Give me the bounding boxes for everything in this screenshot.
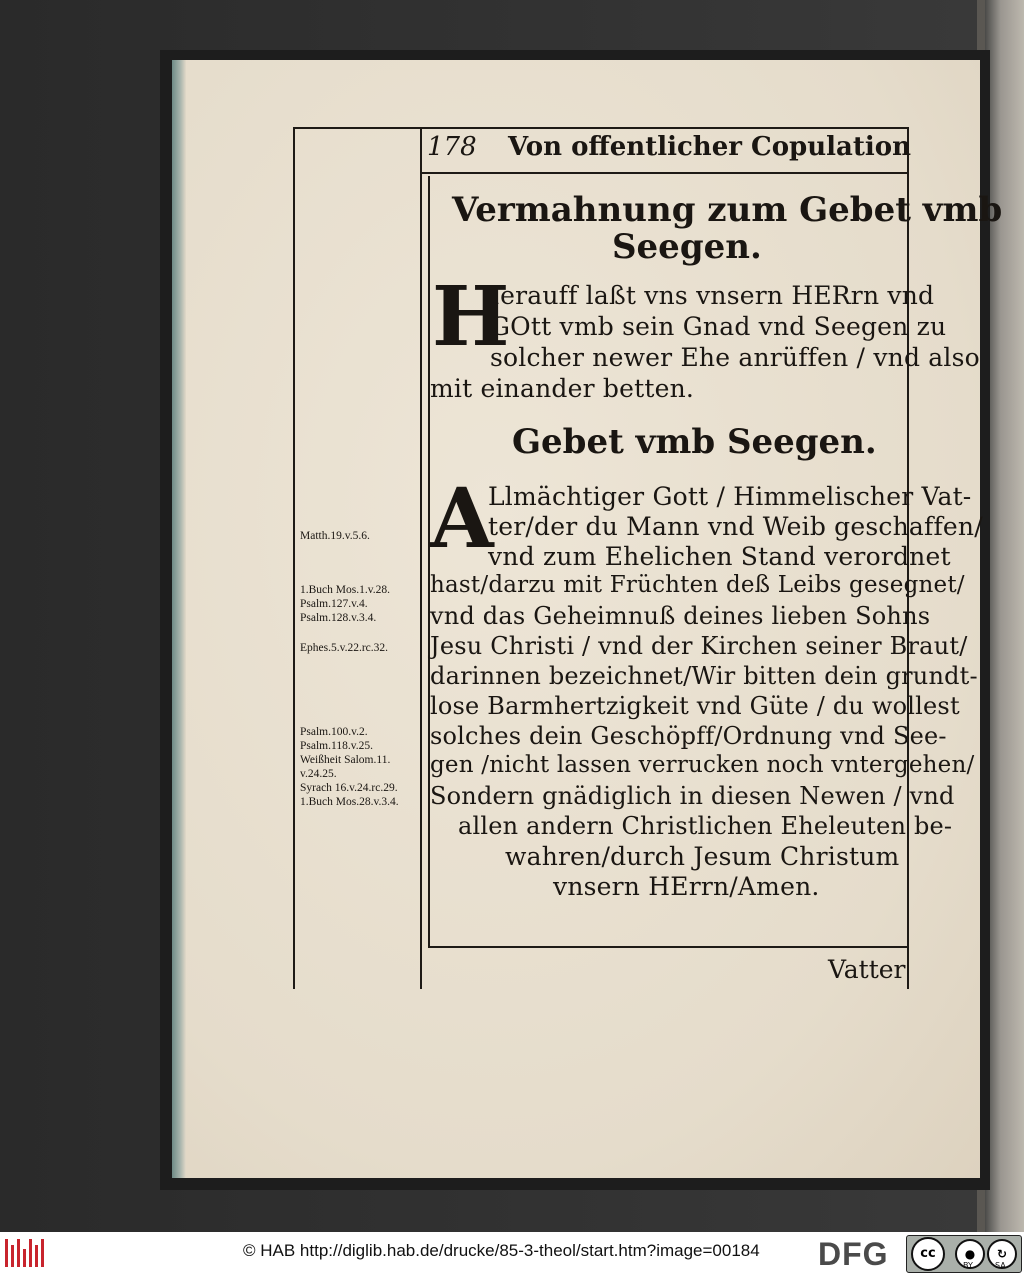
para2-line: vnd das Geheimnuß deines lieben Sohns bbox=[430, 602, 931, 630]
license-by-label: BY bbox=[963, 1261, 973, 1270]
page-number: 178 bbox=[427, 132, 477, 162]
heading-vermahnung-line2: Seegen. bbox=[612, 227, 762, 267]
drop-initial-h: H bbox=[432, 269, 510, 365]
margin-note: Psalm.128.v.3.4. bbox=[300, 612, 377, 624]
para1-line: mit einander betten. bbox=[430, 374, 695, 403]
text-box-bottom-rule bbox=[428, 946, 909, 948]
para2-line: Jesu Christi / vnd der Kirchen seiner Braut/ bbox=[430, 632, 968, 660]
heading-gebet: Gebet vmb Seegen. bbox=[512, 422, 877, 462]
para2-line: lose Barmhertzigkeit vnd Güte / du wollest bbox=[430, 692, 960, 720]
para2-line: vnd zum Ehelichen Stand verordnet bbox=[488, 542, 951, 571]
para2-line: solches dein Geschöpff/Ordnung vnd See- bbox=[430, 722, 947, 750]
margin-note: 1.Buch Mos.1.v.28. bbox=[300, 584, 390, 596]
para2-line: Sondern gnädiglich in diesen Newen / vnd bbox=[430, 782, 955, 810]
margin-note: Psalm.127.v.4. bbox=[300, 598, 368, 610]
margin-note: Ephes.5.v.22.rc.32. bbox=[300, 642, 389, 654]
drop-initial-a: A bbox=[430, 471, 494, 567]
viewer-footer bbox=[0, 1232, 1024, 1273]
cc-license-badge[interactable] bbox=[906, 1235, 1022, 1273]
page-spine bbox=[172, 60, 186, 1178]
margin-note: Matth.19.v.5.6. bbox=[300, 530, 370, 542]
margin-note: Psalm.118.v.25. bbox=[300, 740, 373, 752]
para1-line: Ierauff laßt vns vnsern HERrn vnd bbox=[490, 281, 935, 310]
margin-note: Weißheit Salom.11. bbox=[300, 754, 391, 766]
para2-line: hast/darzu mit Früchten deß Leibs gesegnet/ bbox=[430, 572, 965, 598]
margin-column-rule bbox=[420, 127, 422, 989]
share-alike-icon: ↻ bbox=[987, 1239, 1017, 1269]
next-page-strip bbox=[985, 0, 1024, 1232]
para1-line: solcher newer Ehe anrüffen / vnd also bbox=[490, 343, 980, 372]
para2-line: ter/der du Mann vnd Weib geschaffen/ bbox=[488, 512, 983, 541]
para2-line: darinnen bezeichnet/Wir bitten dein grundt- bbox=[430, 662, 978, 690]
hab-logo-icon[interactable] bbox=[5, 1239, 47, 1267]
margin-note: Psalm.100.v.2. bbox=[300, 726, 368, 738]
frame-left-rule bbox=[293, 127, 295, 989]
para2-line: allen andern Christlichen Eheleuten be- bbox=[458, 812, 953, 840]
para1-line: GOtt vmb sein Gnad vnd Seegen zu bbox=[490, 312, 947, 341]
running-head: Von offentlicher Copulation bbox=[508, 132, 911, 162]
para2-line: Llmächtiger Gott / Himmelischer Vat- bbox=[488, 482, 972, 511]
header-rule bbox=[420, 172, 909, 174]
para2-line: wahren/durch Jesum Christum bbox=[505, 842, 900, 871]
para2-line: vnsern HErrn/Amen. bbox=[553, 872, 820, 901]
attribution-icon: ● bbox=[955, 1239, 985, 1269]
catchword: Vatter bbox=[828, 955, 906, 984]
dfg-logo-icon[interactable]: DFG bbox=[818, 1236, 889, 1272]
frame-top-rule bbox=[293, 127, 909, 129]
para2-line: gen /nicht lassen verrucken noch vntergehen/ bbox=[430, 752, 975, 778]
margin-note: 1.Buch Mos.28.v.3.4. bbox=[300, 796, 399, 808]
copyright-link[interactable]: © HAB http://diglib.hab.de/drucke/85-3-theol/start.htm?image=00184 bbox=[243, 1241, 760, 1260]
margin-note: v.24.25. bbox=[300, 768, 337, 780]
cc-icon: cc bbox=[911, 1237, 945, 1271]
heading-vermahnung-line1: Vermahnung zum Gebet vmb bbox=[452, 190, 1003, 230]
license-sa-label: SA bbox=[995, 1261, 1006, 1270]
margin-note: Syrach 16.v.24.rc.29. bbox=[300, 782, 398, 794]
